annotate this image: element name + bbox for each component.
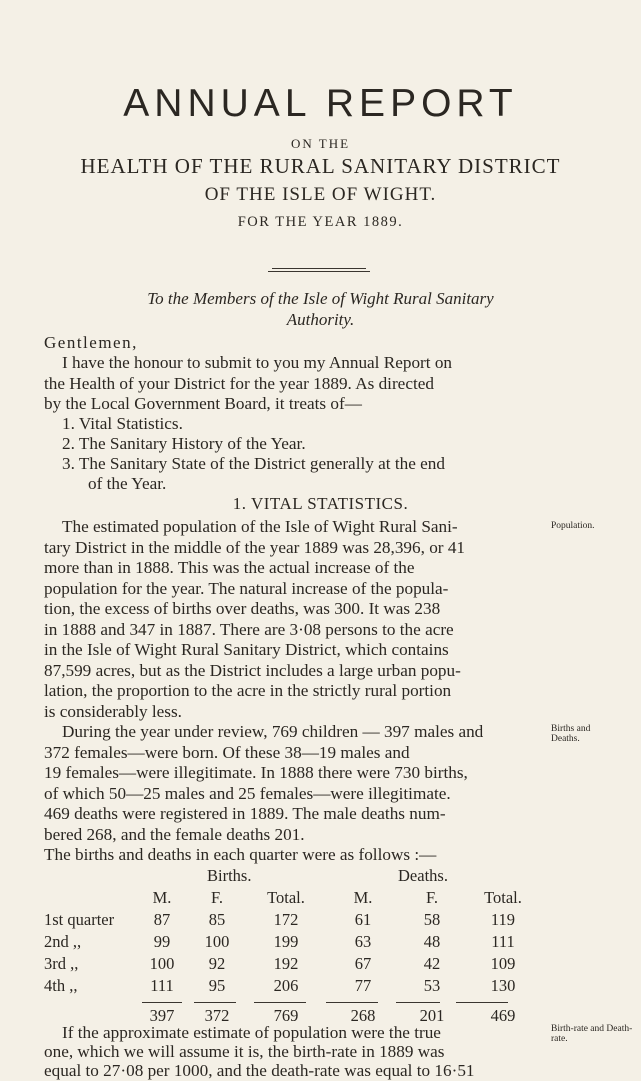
margin-note-population: Population. [551,521,595,531]
deaths-m-cell: 67 [354,954,372,973]
title-rule-top [272,268,366,269]
salutation: Gentlemen, [44,333,138,352]
births-line: The births and deaths in each quarter were as follows :— [44,845,437,864]
total-rule [396,1002,440,1003]
deaths-grand-total: 469 [490,1006,516,1025]
total-rule [194,1002,236,1003]
births-f-cell: 95 [208,976,226,995]
births-grand-total: 769 [273,1006,299,1025]
health-district-line: HEALTH OF THE RURAL SANITARY DISTRICT [80,154,561,178]
births-f-cell: 85 [208,910,226,929]
table-row [44,975,544,997]
deaths-total-cell: 130 [490,976,516,995]
on-the-line: ON THE [290,136,351,151]
margin-note-births-deaths: Births and Deaths. [551,724,591,744]
quarterly-table [44,887,544,997]
population-line: 87,599 acres, but as the District includes a large urban popu- [44,660,461,680]
total-rule [254,1002,306,1003]
births-line: 19 females—were illegitimate. In 1888 there were 730 births, [44,763,468,782]
deaths-f-cell: 58 [423,910,441,929]
births-m-header: M. [152,888,172,907]
topic-item: of the Year. [88,474,167,493]
deaths-m-cell: 61 [354,910,372,929]
births-line: 372 females—were born. Of these 38—19 males and [44,742,410,762]
total-rule [142,1002,182,1003]
topic-item: 2. The Sanitary History of the Year. [62,434,306,453]
year-line: FOR THE YEAR 1889. [237,214,404,230]
population-line: lation, the proportion to the acre in the strictly rural portion [44,681,452,700]
total-rule [326,1002,378,1003]
quarter-label: 4th ,, [44,976,78,995]
births-line: 469 deaths were registered in 1889. The male deaths num- [44,804,446,823]
births-total-cell: 199 [273,932,299,951]
births-m-cell: 100 [149,954,175,973]
quarter-label: 2nd ,, [44,932,82,951]
deaths-f-cell: 53 [423,976,441,995]
total-rule [456,1002,508,1003]
table-row [44,931,544,953]
population-line: in the Isle of Wight Rural Sanitary District, which contains [44,640,449,659]
population-line: is considerably less. [44,701,182,721]
births-total-cell: 172 [273,910,299,929]
addressee [0,288,641,330]
population-line: in 1888 and 347 in 1887. There are 3·08 persons to the acre [44,619,454,639]
population-line: tary District in the middle of the year 1889 was 28,396, or 41 [44,537,466,557]
population-line: tion, the excess of births over deaths, was 300. It was 238 [44,599,441,618]
births-m-cell: 111 [150,976,174,995]
population-paragraph [44,517,541,722]
isle-line: OF THE ISLE OF WIGHT. [204,184,437,205]
deaths-total-cell: 119 [490,910,516,929]
addressee-line-1: To the Members of the Isle of Wight Rural Sanitary [147,289,494,308]
births-total-cell: 192 [273,954,299,973]
deaths-m-cell: 77 [354,976,372,995]
births-m-cell: 87 [153,910,171,929]
births-f-cell: 92 [208,954,226,973]
table-row [44,909,544,931]
births-total-cell: 206 [273,976,299,995]
quarter-label: 1st quarter [44,910,115,929]
deaths-total-header: Total. [484,888,522,907]
deaths-total-cell: 109 [490,954,516,973]
deaths-group-header: Deaths. [398,866,448,885]
births-m-cell: 99 [153,932,171,951]
table-header-blank [44,887,138,909]
rate-line: equal to 27·08 per 1000, and the death-rate was equal to 16·51 [44,1061,475,1080]
title-rule-bottom [268,271,370,272]
births-f-total: 372 [204,1006,230,1025]
topic-item: 3. The Sanitary State of the District generally at the end [62,454,445,473]
deaths-f-header: F. [426,888,438,907]
intro-line: the Health of your District for the year 1889. As directed [44,373,434,393]
population-line: population for the year. The natural increase of the popula- [44,578,449,598]
section-title: 1. VITAL STATISTICS. [232,494,409,513]
addressee-line-2: Authority. [286,310,355,329]
table-row [44,953,544,975]
intro-line: I have the honour to submit to you my Annual Report on [62,353,453,372]
table-header-row [44,887,544,909]
deaths-total-cell: 111 [491,932,515,951]
population-line: more than in 1888. This was the actual increase of the [44,558,415,577]
births-line: During the year under review, 769 children — 397 males and [62,722,484,741]
deaths-f-cell: 48 [423,932,441,951]
births-f-cell: 100 [204,932,230,951]
deaths-f-cell: 42 [423,954,441,973]
deaths-m-total: 268 [350,1006,376,1025]
report-title: ANNUAL REPORT [123,82,518,125]
rate-line: If the approximate estimate of population were the true [62,1023,441,1042]
rate-paragraph [44,1023,541,1080]
births-f-header: F. [211,888,223,907]
births-line: bered 268, and the female deaths 201. [44,824,305,844]
deaths-m-header: M. [353,888,373,907]
births-total-header: Total. [267,888,305,907]
rate-line: one, which we will assume it is, the birth-rate in 1889 was [44,1042,445,1061]
deaths-f-total: 201 [419,1006,445,1025]
births-group-header: Births. [207,866,252,885]
topic-item: 1. Vital Statistics. [62,414,183,433]
births-line: of which 50—25 males and 25 females—were illegitimate. [44,783,451,803]
births-m-total: 397 [149,1006,175,1025]
births-paragraph [44,722,541,866]
intro-line: by the Local Government Board, it treats of— [44,394,362,413]
quarter-label: 3rd ,, [44,954,79,973]
intro-paragraph [44,353,541,415]
population-line: The estimated population of the Isle of Wight Rural Sani- [62,517,458,536]
deaths-m-cell: 63 [354,932,372,951]
margin-note-rates: Birth-rate and Death-rate. [551,1024,633,1044]
